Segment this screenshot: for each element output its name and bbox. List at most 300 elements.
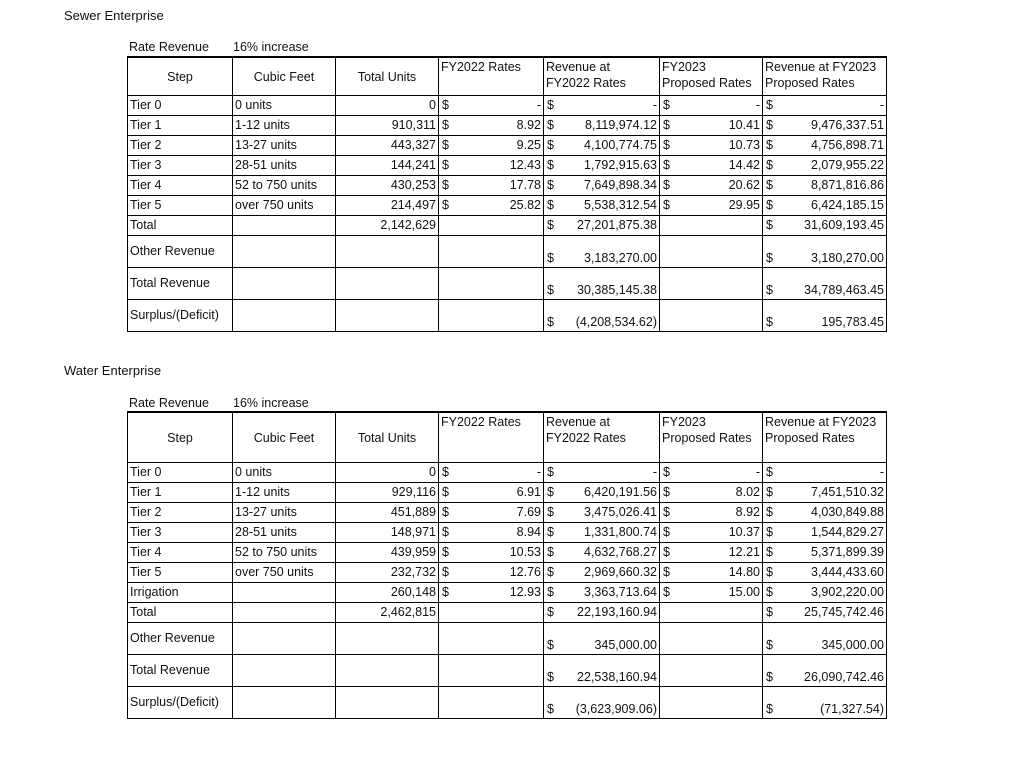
- currency-symbol: $: [766, 638, 773, 652]
- currency-symbol: $: [442, 485, 449, 499]
- cubic-feet-cell: 13-27 units: [233, 136, 336, 156]
- other-revenue-fy2022-cell: [544, 623, 660, 655]
- revenue-fy2023-cell: [763, 563, 887, 583]
- revenue-fy2022-cell: [544, 136, 660, 156]
- currency-symbol: $: [663, 198, 670, 212]
- fy2023-rate-cell-value: 29.95: [728, 198, 760, 212]
- currency-symbol: $: [547, 605, 554, 619]
- fy2022-rate-cell-value: 9.25: [516, 138, 541, 152]
- total-revenue-label: Total Revenue: [128, 655, 233, 687]
- total-units-cell: 443,327: [336, 136, 439, 156]
- revenue-fy2022-cell-value: 8,119,974.12: [584, 118, 657, 132]
- sewer-rates-table: [127, 56, 887, 332]
- revenue-fy2023-cell-value: 3,902,220.00: [811, 585, 884, 599]
- total-units-cell: 439,959: [336, 543, 439, 563]
- total-units-cell: 232,732: [336, 563, 439, 583]
- empty-cell: [233, 268, 336, 300]
- revenue-fy2022-cell: [544, 156, 660, 176]
- fy2022-rate-cell-value: 7.69: [516, 505, 541, 519]
- revenue-fy2022-cell-value: 5,538,312.54: [584, 198, 657, 212]
- currency-symbol: $: [442, 118, 449, 132]
- water-section-title: Water Enterprise: [64, 363, 162, 378]
- other-revenue-fy2023-cell-value: 3,180,270.00: [811, 251, 884, 265]
- fy2023-rate-cell: [660, 583, 763, 603]
- fy2022-rate-cell-value: 12.76: [509, 565, 541, 579]
- header-total-units: Total Units: [336, 412, 439, 463]
- other-revenue-row: [128, 623, 887, 655]
- fy2022-rate-cell-value: 10.53: [509, 545, 541, 559]
- fy2023-rate-cell-value: 14.42: [728, 158, 760, 172]
- currency-symbol: $: [547, 545, 554, 559]
- currency-symbol: $: [442, 198, 449, 212]
- fy2022-rate-cell: [439, 583, 544, 603]
- currency-symbol: $: [766, 565, 773, 579]
- currency-symbol: $: [442, 565, 449, 579]
- revenue-fy2022-cell-value: 3,475,026.41: [584, 505, 657, 519]
- currency-symbol: $: [766, 251, 773, 265]
- fy2023-rate-cell-value: 10.37: [728, 525, 760, 539]
- currency-symbol: $: [547, 198, 554, 212]
- currency-symbol: $: [547, 525, 554, 539]
- table-row: [128, 543, 887, 563]
- fy2022-rate-cell-value: 25.82: [509, 198, 541, 212]
- fy2023-rate-cell-value: -: [755, 98, 760, 112]
- table-row: [128, 136, 887, 156]
- fy2023-rate-cell-value: 15.00: [728, 585, 760, 599]
- total-revenue-fy2022-cell: [544, 216, 660, 236]
- step-cell: Tier 0: [128, 96, 233, 116]
- total-units-cell: 214,497: [336, 196, 439, 216]
- empty-cell: [336, 655, 439, 687]
- currency-symbol: $: [547, 178, 554, 192]
- surplus-deficit-fy2023-cell-value: (71,327.54): [820, 702, 884, 716]
- fy2022-rate-cell: [439, 176, 544, 196]
- empty-cell: [233, 687, 336, 719]
- table-row: [128, 176, 887, 196]
- sewer-rate-revenue-line: [129, 40, 309, 54]
- currency-symbol: $: [663, 585, 670, 599]
- currency-symbol: $: [766, 505, 773, 519]
- currency-symbol: $: [663, 545, 670, 559]
- total-revenue-fy2023-cell: [763, 268, 887, 300]
- revenue-fy2023-cell: [763, 176, 887, 196]
- header-step: Step: [128, 412, 233, 463]
- water-rates-table: [127, 411, 887, 719]
- step-cell: Tier 5: [128, 196, 233, 216]
- fy2022-rate-cell: [439, 463, 544, 483]
- revenue-fy2023-cell-value: -: [879, 465, 884, 479]
- empty-cell: [439, 236, 544, 268]
- fy2023-rate-cell-value: -: [755, 465, 760, 479]
- header-fy2023-rates: FY2023 Proposed Rates: [660, 57, 763, 96]
- currency-symbol: $: [547, 585, 554, 599]
- surplus-deficit-fy2022-cell-value: (3,623,909.06): [575, 702, 657, 716]
- step-cell: Tier 5: [128, 563, 233, 583]
- header-cubic-feet: Cubic Feet: [233, 412, 336, 463]
- surplus-deficit-fy2022-cell-value: (4,208,534.62): [575, 315, 657, 329]
- empty-cell: [233, 655, 336, 687]
- revenue-fy2022-cell-value: -: [652, 98, 657, 112]
- fy2023-rate-cell: [660, 463, 763, 483]
- fy2023-rate-cell-value: 20.62: [728, 178, 760, 192]
- surplus-deficit-label: Surplus/(Deficit): [128, 687, 233, 719]
- total-revenue-fy2022-cell-value: 27,201,875.38: [577, 218, 657, 232]
- header-step: Step: [128, 57, 233, 96]
- currency-symbol: $: [547, 98, 554, 112]
- empty-cell: [439, 687, 544, 719]
- empty-cell: [336, 268, 439, 300]
- revenue-fy2023-cell-value: 7,451,510.32: [811, 485, 884, 499]
- revenue-fy2023-cell: [763, 196, 887, 216]
- step-cell: Tier 4: [128, 543, 233, 563]
- fy2023-rate-cell: [660, 96, 763, 116]
- step-cell: Irrigation: [128, 583, 233, 603]
- total-revenue-fy2022-cell-value: 22,193,160.94: [577, 605, 657, 619]
- total-revenue-fy2023-cell-value: 25,745,742.46: [804, 605, 884, 619]
- empty-cell: [336, 236, 439, 268]
- total-revenue-fy2022-cell: [544, 603, 660, 623]
- fy2023-rate-cell: [660, 196, 763, 216]
- other-revenue-label: Other Revenue: [128, 623, 233, 655]
- fy2022-rate-cell: [439, 136, 544, 156]
- step-cell: Tier 1: [128, 116, 233, 136]
- cubic-feet-cell: over 750 units: [233, 196, 336, 216]
- revenue-fy2022-cell: [544, 463, 660, 483]
- table-row: [128, 523, 887, 543]
- currency-symbol: $: [547, 702, 554, 716]
- fy2023-rate-cell: [660, 483, 763, 503]
- empty-cell: [233, 603, 336, 623]
- step-cell: Tier 1: [128, 483, 233, 503]
- fy2023-rate-cell-value: 8.02: [735, 485, 760, 499]
- fy2023-rate-cell-value: 8.92: [735, 505, 760, 519]
- currency-symbol: $: [766, 118, 773, 132]
- total-revenue-fy2022-cell-value: 22,538,160.94: [577, 670, 657, 684]
- currency-symbol: $: [766, 315, 773, 329]
- empty-cell: [660, 268, 763, 300]
- other-revenue-fy2023-cell: [763, 236, 887, 268]
- revenue-fy2023-cell-value: 2,079,955.22: [811, 158, 884, 172]
- table-row: [128, 583, 887, 603]
- surplus-deficit-fy2022-cell: [544, 687, 660, 719]
- empty-cell: [439, 603, 544, 623]
- empty-cell: [233, 236, 336, 268]
- currency-symbol: $: [663, 98, 670, 112]
- revenue-fy2023-cell: [763, 463, 887, 483]
- empty-cell: [660, 623, 763, 655]
- other-revenue-row: [128, 236, 887, 268]
- fy2022-rate-cell-value: 6.91: [516, 485, 541, 499]
- empty-cell: [233, 623, 336, 655]
- cubic-feet-cell: 13-27 units: [233, 503, 336, 523]
- step-cell: Tier 4: [128, 176, 233, 196]
- water-rate-revenue-label: Rate Revenue: [129, 396, 209, 410]
- fy2023-rate-cell-value: 12.21: [728, 545, 760, 559]
- step-cell: Tier 3: [128, 523, 233, 543]
- revenue-fy2023-cell-value: -: [879, 98, 884, 112]
- fy2023-rate-cell: [660, 136, 763, 156]
- surplus-deficit-row: [128, 300, 887, 332]
- step-cell: Tier 2: [128, 503, 233, 523]
- step-cell: Tier 2: [128, 136, 233, 156]
- empty-cell: [439, 623, 544, 655]
- currency-symbol: $: [766, 525, 773, 539]
- currency-symbol: $: [442, 545, 449, 559]
- surplus-deficit-row: [128, 687, 887, 719]
- currency-symbol: $: [663, 118, 670, 132]
- water-rate-revenue-line: [129, 396, 309, 410]
- total-units-cell: 0: [336, 463, 439, 483]
- revenue-fy2023-cell-value: 5,371,899.39: [811, 545, 884, 559]
- revenue-fy2022-cell: [544, 196, 660, 216]
- revenue-fy2022-cell: [544, 96, 660, 116]
- currency-symbol: $: [766, 545, 773, 559]
- currency-symbol: $: [442, 585, 449, 599]
- empty-cell: [660, 655, 763, 687]
- other-revenue-fy2022-cell-value: 345,000.00: [594, 638, 657, 652]
- water-increase-label: 16% increase: [233, 396, 309, 410]
- total-revenue-row: [128, 268, 887, 300]
- table-row: [128, 116, 887, 136]
- fy2023-rate-cell: [660, 543, 763, 563]
- currency-symbol: $: [547, 118, 554, 132]
- revenue-fy2023-cell: [763, 156, 887, 176]
- revenue-fy2022-cell: [544, 523, 660, 543]
- sewer-rate-revenue-label: Rate Revenue: [129, 40, 209, 54]
- currency-symbol: $: [766, 138, 773, 152]
- fy2022-rate-cell: [439, 96, 544, 116]
- sewer-section-title: Sewer Enterprise: [64, 8, 164, 23]
- empty-cell: [660, 603, 763, 623]
- table-row: [128, 463, 887, 483]
- total-units-cell: 144,241: [336, 156, 439, 176]
- revenue-fy2022-cell: [544, 483, 660, 503]
- revenue-fy2022-cell-value: 1,792,915.63: [584, 158, 657, 172]
- cubic-feet-cell: 52 to 750 units: [233, 176, 336, 196]
- empty-cell: [336, 300, 439, 332]
- revenue-fy2023-cell-value: 6,424,185.15: [811, 198, 884, 212]
- currency-symbol: $: [663, 525, 670, 539]
- step-cell: Tier 3: [128, 156, 233, 176]
- table-row: [128, 503, 887, 523]
- header-fy2022-rates: FY2022 Rates: [439, 412, 544, 463]
- fy2022-rate-cell: [439, 523, 544, 543]
- header-fy2022-rates: FY2022 Rates: [439, 57, 544, 96]
- currency-symbol: $: [766, 485, 773, 499]
- empty-cell: [233, 216, 336, 236]
- sewer-increase-label: 16% increase: [233, 40, 309, 54]
- total-revenue-fy2022-cell-value: 30,385,145.38: [577, 283, 657, 297]
- currency-symbol: $: [547, 218, 554, 232]
- total-row: [128, 216, 887, 236]
- empty-cell: [660, 236, 763, 268]
- total-units-cell: 148,971: [336, 523, 439, 543]
- other-revenue-fy2022-cell-value: 3,183,270.00: [584, 251, 657, 265]
- fy2022-rate-cell-value: 8.94: [516, 525, 541, 539]
- total-revenue-fy2023-cell-value: 34,789,463.45: [804, 283, 884, 297]
- currency-symbol: $: [442, 158, 449, 172]
- header-revenue-fy2022: Revenue at FY2022 Rates: [544, 412, 660, 463]
- currency-symbol: $: [442, 505, 449, 519]
- fy2022-rate-cell: [439, 156, 544, 176]
- fy2023-rate-cell: [660, 176, 763, 196]
- fy2023-rate-cell: [660, 503, 763, 523]
- other-revenue-fy2022-cell: [544, 236, 660, 268]
- revenue-fy2023-cell: [763, 96, 887, 116]
- currency-symbol: $: [547, 465, 554, 479]
- revenue-fy2023-cell: [763, 523, 887, 543]
- surplus-deficit-fy2022-cell: [544, 300, 660, 332]
- cubic-feet-cell: 28-51 units: [233, 523, 336, 543]
- empty-cell: [439, 216, 544, 236]
- cubic-feet-cell: 1-12 units: [233, 116, 336, 136]
- revenue-fy2022-cell-value: 6,420,191.56: [584, 485, 657, 499]
- cubic-feet-cell: 28-51 units: [233, 156, 336, 176]
- table-row: [128, 196, 887, 216]
- sewer-header-row: [128, 57, 887, 96]
- currency-symbol: $: [442, 178, 449, 192]
- currency-symbol: $: [766, 465, 773, 479]
- revenue-fy2022-cell: [544, 503, 660, 523]
- total-row: [128, 603, 887, 623]
- cubic-feet-cell: [233, 583, 336, 603]
- surplus-deficit-label: Surplus/(Deficit): [128, 300, 233, 332]
- currency-symbol: $: [442, 525, 449, 539]
- header-revenue-fy2022: Revenue at FY2022 Rates: [544, 57, 660, 96]
- empty-cell: [336, 623, 439, 655]
- empty-cell: [660, 300, 763, 332]
- currency-symbol: $: [766, 670, 773, 684]
- revenue-fy2022-cell-value: 3,363,713.64: [584, 585, 657, 599]
- currency-symbol: $: [547, 670, 554, 684]
- total-units-cell: 0: [336, 96, 439, 116]
- revenue-fy2022-cell: [544, 176, 660, 196]
- step-cell: Tier 0: [128, 463, 233, 483]
- fy2022-rate-cell: [439, 543, 544, 563]
- currency-symbol: $: [766, 198, 773, 212]
- table-row: [128, 563, 887, 583]
- other-revenue-fy2023-cell: [763, 623, 887, 655]
- header-total-units: Total Units: [336, 57, 439, 96]
- revenue-fy2023-cell-value: 9,476,337.51: [811, 118, 884, 132]
- fy2022-rate-cell: [439, 563, 544, 583]
- revenue-fy2022-cell: [544, 563, 660, 583]
- total-revenue-fy2023-cell: [763, 655, 887, 687]
- fy2023-rate-cell: [660, 156, 763, 176]
- currency-symbol: $: [547, 283, 554, 297]
- other-revenue-label: Other Revenue: [128, 236, 233, 268]
- currency-symbol: $: [547, 158, 554, 172]
- currency-symbol: $: [766, 283, 773, 297]
- revenue-fy2022-cell: [544, 583, 660, 603]
- total-revenue-fy2022-cell: [544, 655, 660, 687]
- revenue-fy2023-cell: [763, 583, 887, 603]
- revenue-fy2023-cell: [763, 136, 887, 156]
- total-revenue-fy2022-cell: [544, 268, 660, 300]
- total-revenue-fy2023-cell: [763, 216, 887, 236]
- revenue-fy2022-cell-value: 4,632,768.27: [584, 545, 657, 559]
- fy2022-rate-cell-value: 8.92: [516, 118, 541, 132]
- surplus-deficit-fy2023-cell: [763, 687, 887, 719]
- empty-cell: [439, 655, 544, 687]
- total-units-cell: 2,142,629: [336, 216, 439, 236]
- fy2022-rate-cell: [439, 196, 544, 216]
- revenue-fy2023-cell: [763, 116, 887, 136]
- currency-symbol: $: [442, 465, 449, 479]
- total-revenue-fy2023-cell-value: 26,090,742.46: [804, 670, 884, 684]
- cubic-feet-cell: 0 units: [233, 96, 336, 116]
- cubic-feet-cell: 1-12 units: [233, 483, 336, 503]
- total-units-cell: 910,311: [336, 116, 439, 136]
- water-tier-rows: [128, 463, 887, 719]
- cubic-feet-cell: 52 to 750 units: [233, 543, 336, 563]
- total-revenue-fy2023-cell: [763, 603, 887, 623]
- currency-symbol: $: [766, 98, 773, 112]
- fy2022-rate-cell-value: 12.93: [509, 585, 541, 599]
- currency-symbol: $: [663, 485, 670, 499]
- revenue-fy2023-cell: [763, 543, 887, 563]
- currency-symbol: $: [663, 505, 670, 519]
- currency-symbol: $: [547, 138, 554, 152]
- revenue-fy2022-cell-value: 1,331,800.74: [584, 525, 657, 539]
- other-revenue-fy2023-cell-value: 345,000.00: [821, 638, 884, 652]
- currency-symbol: $: [766, 158, 773, 172]
- cubic-feet-cell: over 750 units: [233, 563, 336, 583]
- currency-symbol: $: [547, 485, 554, 499]
- currency-symbol: $: [547, 638, 554, 652]
- currency-symbol: $: [766, 178, 773, 192]
- revenue-fy2023-cell-value: 3,444,433.60: [811, 565, 884, 579]
- fy2023-rate-cell-value: 10.73: [728, 138, 760, 152]
- fy2022-rate-cell-value: 17.78: [509, 178, 541, 192]
- total-label: Total: [128, 216, 233, 236]
- currency-symbol: $: [547, 505, 554, 519]
- empty-cell: [439, 268, 544, 300]
- fy2023-rate-cell-value: 14.80: [728, 565, 760, 579]
- fy2023-rate-cell: [660, 116, 763, 136]
- revenue-fy2023-cell-value: 4,030,849.88: [811, 505, 884, 519]
- revenue-fy2023-cell-value: 1,544,829.27: [811, 525, 884, 539]
- empty-cell: [233, 300, 336, 332]
- total-units-cell: 451,889: [336, 503, 439, 523]
- fy2022-rate-cell: [439, 116, 544, 136]
- currency-symbol: $: [547, 251, 554, 265]
- empty-cell: [660, 216, 763, 236]
- header-revenue-fy2023: Revenue at FY2023 Proposed Rates: [763, 57, 887, 96]
- sewer-tier-rows: [128, 96, 887, 332]
- currency-symbol: $: [442, 98, 449, 112]
- total-revenue-row: [128, 655, 887, 687]
- revenue-fy2022-cell-value: 4,100,774.75: [584, 138, 657, 152]
- cubic-feet-cell: 0 units: [233, 463, 336, 483]
- revenue-fy2023-cell: [763, 483, 887, 503]
- currency-symbol: $: [663, 465, 670, 479]
- total-revenue-fy2023-cell-value: 31,609,193.45: [804, 218, 884, 232]
- fy2023-rate-cell: [660, 523, 763, 543]
- table-row: [128, 156, 887, 176]
- water-header-row: [128, 412, 887, 463]
- total-label: Total: [128, 603, 233, 623]
- currency-symbol: $: [766, 585, 773, 599]
- table-row: [128, 483, 887, 503]
- currency-symbol: $: [663, 158, 670, 172]
- fy2022-rate-cell: [439, 483, 544, 503]
- fy2022-rate-cell: [439, 503, 544, 523]
- total-units-cell: 929,116: [336, 483, 439, 503]
- header-fy2023-rates: FY2023 Proposed Rates: [660, 412, 763, 463]
- fy2023-rate-cell: [660, 563, 763, 583]
- revenue-fy2023-cell-value: 8,871,816.86: [811, 178, 884, 192]
